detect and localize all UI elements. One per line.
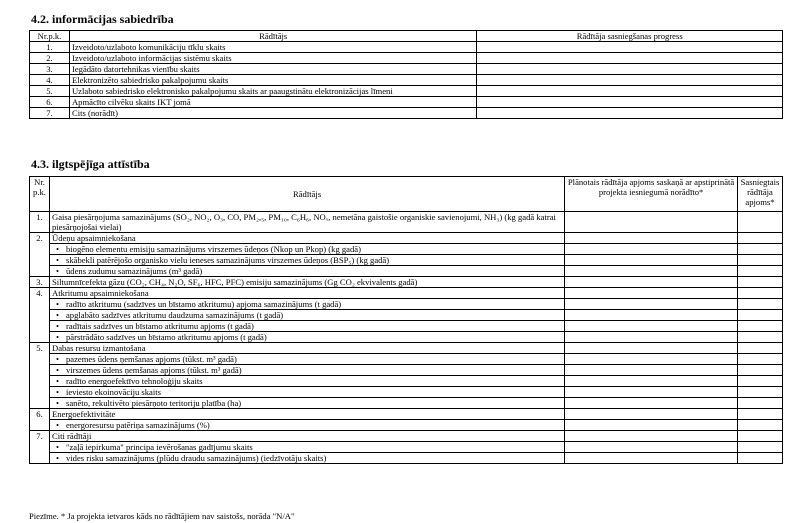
table-row: [30, 431, 783, 442]
achieved-cell[interactable]: [737, 453, 782, 464]
information-society-table: [29, 30, 783, 119]
progress-cell[interactable]: [477, 53, 783, 64]
planned-cell[interactable]: [565, 299, 738, 310]
sub-indicator: • ūdens zudumu samazinājums (m³ gadā): [49, 266, 564, 277]
row-nr: 7.: [30, 431, 50, 464]
planned-cell[interactable]: [565, 266, 738, 277]
table-row: [30, 97, 783, 108]
sub-indicator: • pārstrādāto sadzīves un bīstamo atkritumu apjoms (t gadā): [49, 332, 564, 343]
table-row: [30, 255, 783, 266]
progress-cell[interactable]: [477, 108, 783, 119]
section-4-2-title: 4.2. informācijas sabiedrība: [31, 12, 174, 26]
planned-cell[interactable]: [565, 233, 738, 244]
table-row: [30, 453, 783, 464]
achieved-cell[interactable]: [737, 431, 782, 442]
table-row: [30, 53, 783, 64]
sub-indicator: • skābekli patērējošo organisko vielu ieneses samazinājums virszemes ūdeņos (BSP₅) (kg gadā): [49, 255, 564, 266]
table-header-row: [30, 177, 783, 212]
row-indicator: Apmācīto cilvēku skaits IKT jomā: [69, 97, 476, 108]
table-header-row: [30, 31, 783, 42]
sub-indicator: • virszemes ūdens ņemšanas apjoms (tūkst. m³ gadā): [49, 365, 564, 376]
planned-cell[interactable]: [565, 365, 738, 376]
row-nr: 3.: [30, 64, 70, 75]
table-row: [30, 266, 783, 277]
table-row: [30, 277, 783, 288]
row-nr: 5.: [30, 86, 70, 97]
sub-indicator: • biogēno elementu emisiju samazinājums virszemes ūdeņos (Nkop un Pkop) (kg gadā): [49, 244, 564, 255]
table-row: [30, 108, 783, 119]
header-achieved: Sasniegtais rādītāja apjoms*: [737, 177, 782, 212]
table-row: [30, 212, 783, 233]
row-indicator: Gaisa piesārņojuma samazinājums (SO₂, NO₂, O₃, CO, PM₂,₅, PM₁₀, C₆H₆, NOₓ, nemetāna gaistošie organiskie savienojumi, NH₃) (kg gadā katrai piesārņojošai vielai): [49, 212, 564, 233]
planned-cell[interactable]: [565, 277, 738, 288]
planned-cell[interactable]: [565, 453, 738, 464]
planned-cell[interactable]: [565, 398, 738, 409]
planned-cell[interactable]: [565, 288, 738, 299]
achieved-cell[interactable]: [737, 244, 782, 255]
achieved-cell[interactable]: [737, 365, 782, 376]
sub-indicator: • energoresursu patēriņa samazinājums (%): [49, 420, 564, 431]
progress-cell[interactable]: [477, 42, 783, 53]
row-nr: 4.: [30, 288, 50, 343]
table-row: [30, 233, 783, 244]
planned-cell[interactable]: [565, 420, 738, 431]
header-indicator: Rādītājs: [49, 177, 564, 212]
table-row: [30, 244, 783, 255]
row-indicator: Cits (norādīt): [69, 108, 476, 119]
row-nr: 1.: [30, 212, 50, 233]
planned-cell[interactable]: [565, 332, 738, 343]
row-nr: 4.: [30, 75, 70, 86]
table-row: [30, 310, 783, 321]
row-nr: 6.: [30, 409, 50, 431]
row-nr: 5.: [30, 343, 50, 409]
achieved-cell[interactable]: [737, 332, 782, 343]
table-row: [30, 288, 783, 299]
table-row: [30, 420, 783, 431]
sub-indicator: • radīto atkritumu (sadzīves un bīstamo atkritumu) apjoma samazinājums (t gadā): [49, 299, 564, 310]
achieved-cell[interactable]: [737, 233, 782, 244]
achieved-cell[interactable]: [737, 266, 782, 277]
header-nr: Nr.p.k.: [30, 31, 70, 42]
achieved-cell[interactable]: [737, 277, 782, 288]
planned-cell[interactable]: [565, 321, 738, 332]
table-row: [30, 332, 783, 343]
table-row: [30, 42, 783, 53]
group-title: Dabas resursu izmantošana: [49, 343, 564, 354]
achieved-cell[interactable]: [737, 409, 782, 420]
group-title: Citi rādītāji: [49, 431, 564, 442]
table-row: [30, 343, 783, 354]
achieved-cell[interactable]: [737, 321, 782, 332]
progress-cell[interactable]: [477, 86, 783, 97]
achieved-cell[interactable]: [737, 420, 782, 431]
planned-cell[interactable]: [565, 354, 738, 365]
planned-cell[interactable]: [565, 244, 738, 255]
achieved-cell[interactable]: [737, 288, 782, 299]
row-nr: 3.: [30, 277, 50, 288]
row-nr: 2.: [30, 233, 50, 277]
sub-indicator: • "zaļā iepirkuma" principa ievērošanas gadījumu skaits: [49, 442, 564, 453]
sub-indicator: • vides risku samazinājums (plūdu draudu samazinājums) (iedzīvotāju skaits): [49, 453, 564, 464]
achieved-cell[interactable]: [737, 299, 782, 310]
footnote: Piezīme. * Ja projekta ietvaros kāds no rādītājiem nav saistošs, norāda "N/A": [29, 511, 295, 521]
sub-indicator: • pazemes ūdens ņemšanas apjoms (tūkst. m³ gadā): [49, 354, 564, 365]
row-indicator: Iegādāto datortehnikas vienību skaits: [69, 64, 476, 75]
row-nr: 7.: [30, 108, 70, 119]
table-row: [30, 442, 783, 453]
progress-cell[interactable]: [477, 64, 783, 75]
planned-cell[interactable]: [565, 431, 738, 442]
group-title: Energoefektivitāte: [49, 409, 564, 420]
table-row: [30, 354, 783, 365]
header-nr: Nr. p.k.: [30, 177, 50, 212]
row-indicator: Elektronizēto sabiedrisko pakalpojumu skaits: [69, 75, 476, 86]
table-row: [30, 75, 783, 86]
progress-cell[interactable]: [477, 75, 783, 86]
achieved-cell[interactable]: [737, 398, 782, 409]
row-indicator: Izveidoto/uzlaboto komunikāciju tīklu skaits: [69, 42, 476, 53]
table-row: [30, 409, 783, 420]
sub-indicator: • radīto energoefektīvo tehnoloģiju skaits: [49, 376, 564, 387]
table-row: [30, 398, 783, 409]
row-nr: 2.: [30, 53, 70, 64]
achieved-cell[interactable]: [737, 310, 782, 321]
row-indicator: Izveidoto/uzlaboto informācijas sistēmu skaits: [69, 53, 476, 64]
sub-indicator: • sanēto, rekultivēto piesārņoto teritoriju platība (ha): [49, 398, 564, 409]
sustainable-development-table: [29, 176, 783, 464]
achieved-cell[interactable]: [737, 387, 782, 398]
table-row: [30, 299, 783, 310]
header-indicator: Rādītājs: [69, 31, 476, 42]
achieved-cell[interactable]: [737, 442, 782, 453]
achieved-cell[interactable]: [737, 354, 782, 365]
row-indicator: Uzlaboto sabiedrisko elektronisko pakalpojumu skaits ar paaugstinātu elektronizācijas līmeni: [69, 86, 476, 97]
planned-cell[interactable]: [565, 310, 738, 321]
row-nr: 6.: [30, 97, 70, 108]
sub-indicator: • radītais sadzīves un bīstamo atkritumu apjoms (t gadā): [49, 321, 564, 332]
header-planned: Plānotais rādītāja apjoms saskaņā ar apstiprinātā projekta iesniegumā norādīto*: [565, 177, 738, 212]
progress-cell[interactable]: [477, 97, 783, 108]
table-row: [30, 365, 783, 376]
row-indicator: Siltumnīcefekta gāzu (CO₂, CH₄, N₂O, SF₆, HFC, PFC) emisiju samazinājums (Gg CO₂ ekvivalents gadā): [49, 277, 564, 288]
group-title: Atkritumu apsaimniekošana: [49, 288, 564, 299]
header-progress: Rādītāja sasniegšanas progress: [477, 31, 783, 42]
planned-cell[interactable]: [565, 343, 738, 354]
planned-cell[interactable]: [565, 387, 738, 398]
group-title: Ūdeņu apsaimniekošana: [49, 233, 564, 244]
achieved-cell[interactable]: [737, 212, 782, 233]
planned-cell[interactable]: [565, 376, 738, 387]
achieved-cell[interactable]: [737, 255, 782, 266]
sub-indicator: • ieviesto ekoinovāciju skaits: [49, 387, 564, 398]
planned-cell[interactable]: [565, 409, 738, 420]
planned-cell[interactable]: [565, 255, 738, 266]
table-row: [30, 86, 783, 97]
sub-indicator: • apglabāto sadzīves atkritumu daudzuma samazinājums (t gadā): [49, 310, 564, 321]
planned-cell[interactable]: [565, 442, 738, 453]
table-row: [30, 387, 783, 398]
table-row: [30, 376, 783, 387]
row-nr: 1.: [30, 42, 70, 53]
table-row: [30, 64, 783, 75]
achieved-cell[interactable]: [737, 376, 782, 387]
achieved-cell[interactable]: [737, 343, 782, 354]
table-row: [30, 321, 783, 332]
section-4-3-title: 4.3. ilgtspējīga attīstība: [31, 157, 150, 171]
planned-cell[interactable]: [565, 212, 738, 233]
